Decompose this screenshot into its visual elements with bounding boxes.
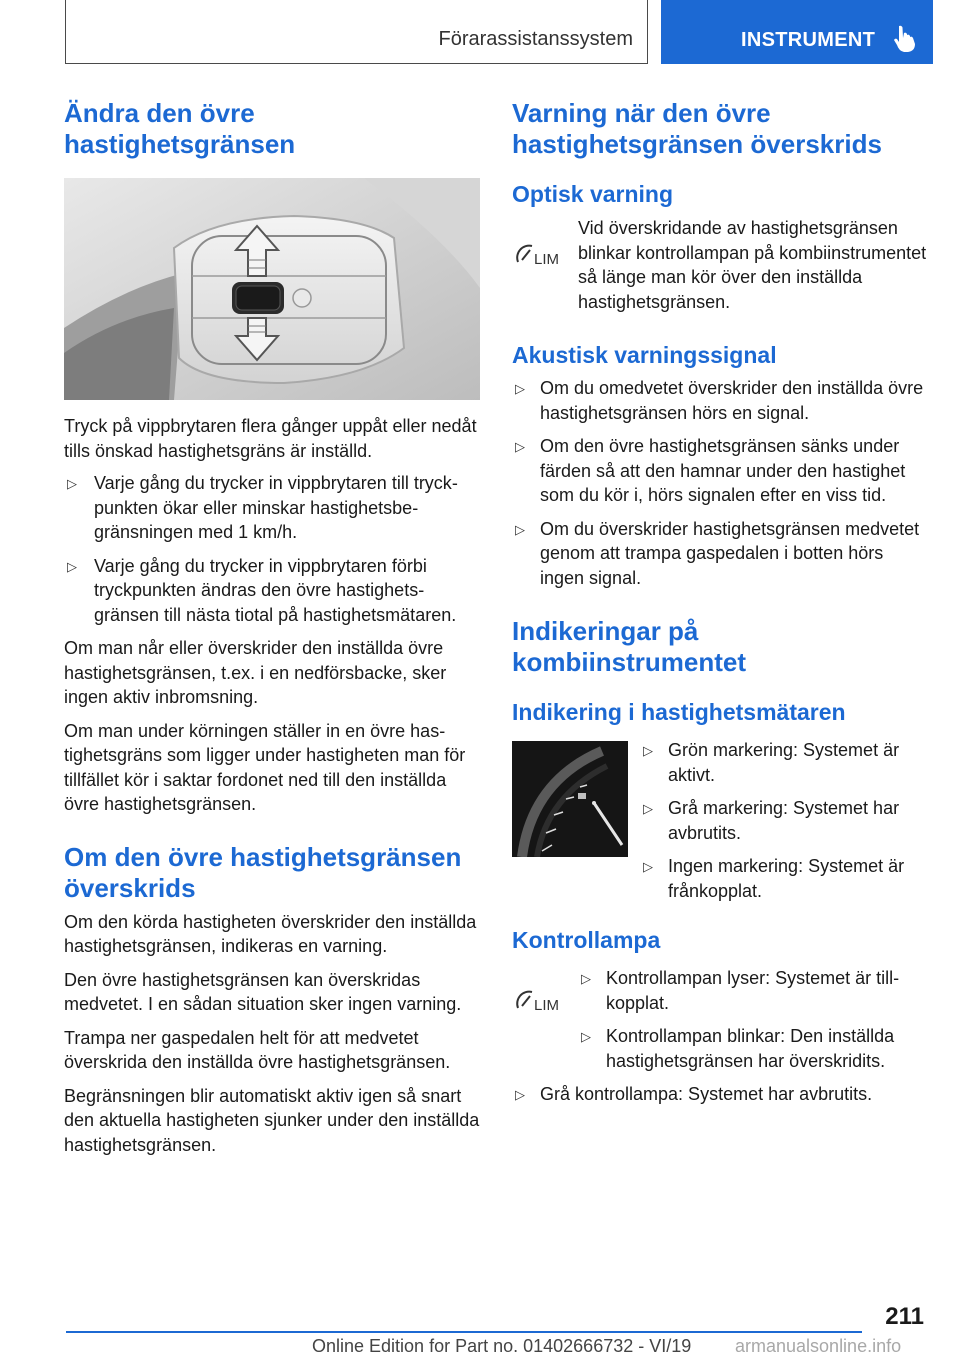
- list-item: ▷ Varje gång du trycker in vippbrytaren förbi tryckpunkten ändras den övre hastighetsgränsen till nästa tiotal på hastighetsmätaren.: [67, 555, 457, 625]
- svg-text:LIM: LIM: [534, 997, 560, 1014]
- triangle-bullet-icon: ▷: [581, 971, 591, 986]
- acoustic-bullet-list: [512, 376, 930, 590]
- paragraph-warning-indicated: Om den körda hastigheten överskrider den inställda hastighetsgränsen, indikeras en varning.: [64, 911, 477, 956]
- list-item: ▷ Grå kontrollampa: Systemet har avbrutits.: [512, 1082, 930, 1107]
- speedometer-bullet-list: [640, 738, 930, 903]
- header-section-box: [65, 0, 648, 64]
- speedometer-indication-block: [512, 738, 930, 918]
- header-tab-label: INSTRUMENT: [741, 29, 876, 51]
- paragraph-intentional-exceed: Den övre hastighetsgränsen kan överskridas medvetet. I en sådan situation sker ingen varning.: [64, 969, 462, 1014]
- triangle-bullet-icon: ▷: [515, 1087, 525, 1102]
- triangle-bullet-icon: ▷: [643, 859, 653, 874]
- speed-limit-lim-icon: [512, 236, 568, 268]
- list-item: ▷ Om du omedvetet överskrider den inställda övre hastighetsgränsen hörs en signal.: [515, 378, 924, 423]
- header-section-title: Förarassistanssystem: [438, 28, 633, 50]
- optical-warning-text: Vid överskridande av hastighetsgränsen blinkar kontrollampan på kombiinstrumentet så länge man kör över den inställda hastighetsgränsen.: [578, 218, 927, 312]
- paragraph-slowdown: Om man under körningen ställer in en övre hastighetsgräns som ligger under hastigheten man för tillfället kör i saktar fordonet ned till den inställda övre hastighetsgränsen.: [64, 720, 466, 814]
- list-item: ▷ Grå markering: Systemet har avbrutits.: [643, 798, 900, 843]
- page-number: 211: [885, 1303, 924, 1330]
- list-item: ▷ Om den övre hastighetsgränsen sänks under färden så att den hamnar under den hastighet som du kör i, hörs signalen efter en viss tid.: [515, 436, 906, 505]
- list-item: ▷ Kontrollampan blinkar: Den inställda hastighetsgränsen har överskridits.: [581, 1026, 895, 1071]
- footer-edition-text: Online Edition for Part no. 01402666732 - VI/19: [312, 1336, 692, 1356]
- paragraph-auto-reactivate: Begränsningen blir automatiskt aktiv igen så snart den aktuella hastigheten sjunker under den inställda hastighetsgränsen.: [64, 1085, 480, 1155]
- paragraph-accelerator: Trampa ner gaspedalen helt för att medvetet överskrida den inställda övre hastighetsgränsen.: [64, 1027, 451, 1072]
- indicator-lamp-block: [512, 966, 930, 1073]
- triangle-bullet-icon: ▷: [67, 558, 77, 574]
- footer-watermark: armanualsonline.info: [735, 1336, 902, 1356]
- list-item: ▷ Grön markering: Systemet är aktivt.: [643, 740, 900, 785]
- steering-wheel-rocker-switch-photo: [64, 178, 480, 400]
- footer-divider: [66, 1331, 862, 1333]
- speedometer-marking-photo: [512, 741, 628, 857]
- triangle-bullet-icon: ▷: [67, 476, 77, 491]
- subheading-speedometer-indication: Indikering i hastighetsmätaren: [512, 699, 846, 725]
- triangle-bullet-icon: ▷: [643, 743, 653, 758]
- triangle-bullet-icon: ▷: [643, 801, 653, 816]
- section-heading-warning: Varning när den övre hastighetsgränsen överskrids: [512, 98, 882, 159]
- subheading-acoustic-signal: Akustisk varningssignal: [512, 342, 777, 368]
- grey-lamp-bullet-list: [512, 1082, 930, 1107]
- indicator-lamp-bullet-list: [578, 966, 930, 1073]
- subheading-optical-warning: Optisk varning: [512, 181, 674, 207]
- section-heading-limit-exceeded: Om den övre hastighetsgränsen överskrids: [64, 841, 462, 903]
- optical-warning-block: [512, 216, 930, 314]
- right-column: [512, 98, 930, 1107]
- list-item: ▷ Ingen markering: Systemet är frånkopplat.: [643, 856, 905, 901]
- paragraph-no-braking: Om man når eller överskrider den inställda övre hastighetsgränsen, t.ex. i en nedförsbacke, sker ingen aktiv inbromsning.: [64, 638, 447, 707]
- section-heading-indications: Indikeringar på kombiinstrumentet: [512, 616, 747, 677]
- list-item: ▷ Om du överskrider hastighetsgränsen medvetet genom att trampa gaspedalen i botten hörs ingen signal.: [515, 518, 920, 588]
- subheading-indicator-lamp: Kontrollampa: [512, 927, 661, 953]
- header-instrument-tab[interactable]: [661, 0, 933, 64]
- triangle-bullet-icon: ▷: [581, 1029, 591, 1044]
- svg-text:LIM: LIM: [534, 251, 560, 268]
- list-item: ▷ Kontrollampan lyser: Systemet är tillkopplat.: [581, 968, 900, 1013]
- hand-pointer-icon: [893, 24, 919, 54]
- speed-limit-lim-icon: [512, 982, 568, 1014]
- left-bullet-list: [64, 471, 482, 627]
- section-heading-change-limit: Ändra den övre hastighetsgränsen: [64, 98, 296, 159]
- triangle-bullet-icon: ▷: [515, 381, 525, 396]
- list-item: ▷ Varje gång du trycker in vippbrytaren till tryckpunkten ökar eller minskar hastighetsbegränsningen med 1 km/h.: [67, 473, 458, 542]
- triangle-bullet-icon: ▷: [515, 521, 525, 537]
- triangle-bullet-icon: ▷: [515, 439, 525, 454]
- left-column: [64, 98, 482, 1157]
- intro-paragraph: Tryck på vippbrytaren flera gånger uppåt eller nedåt tills önskad hastighetsgräns är inställd.: [64, 416, 477, 461]
